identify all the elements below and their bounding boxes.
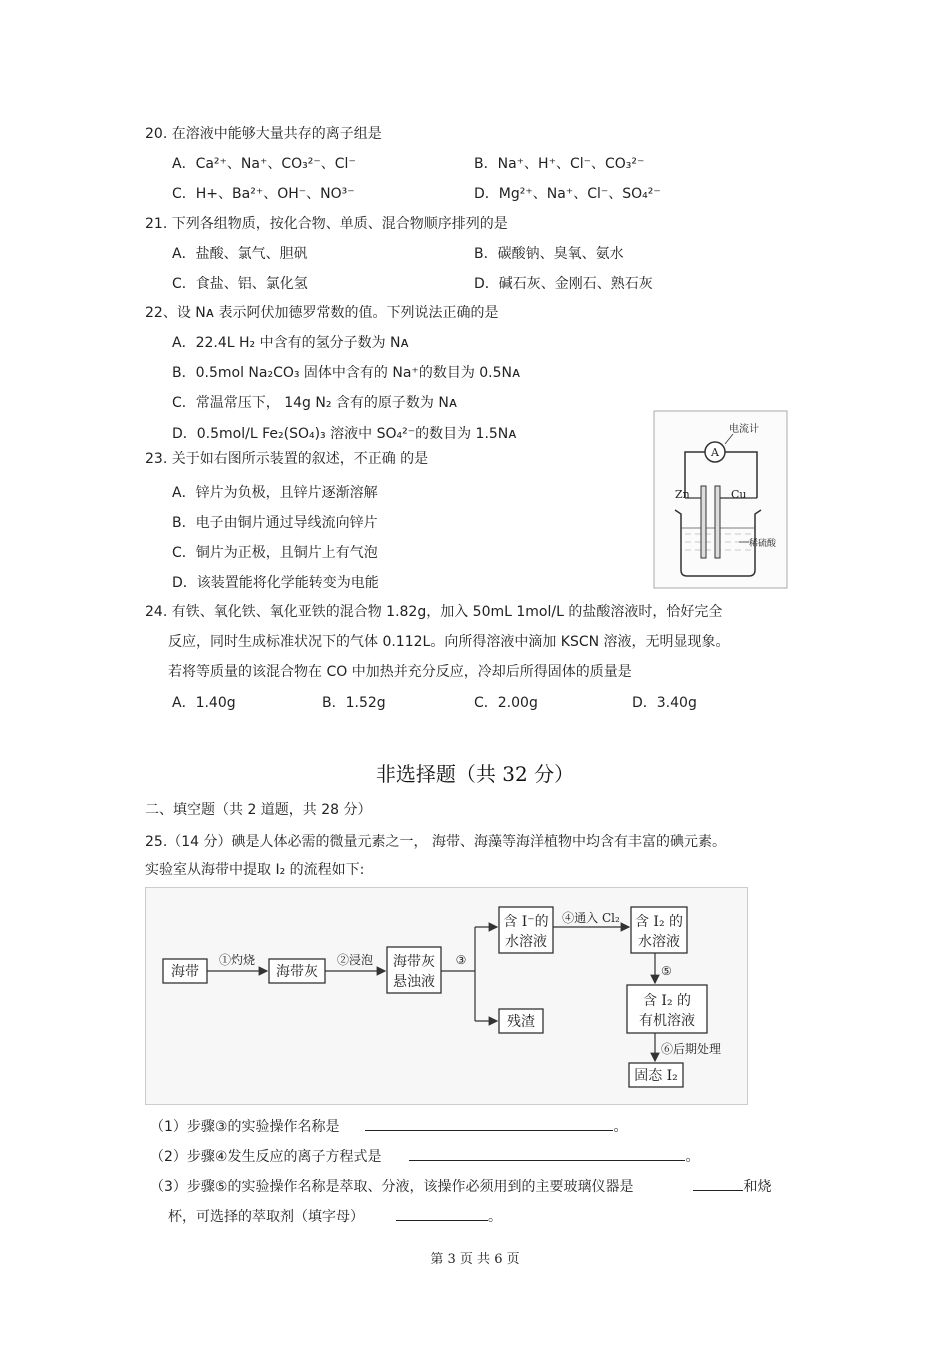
meter-label: 电流计 xyxy=(729,424,759,435)
q25-sub1-end: 。 xyxy=(613,1119,628,1135)
q22-option-c: C．常温常压下， 14g N₂ 含有的原子数为 Nᴀ xyxy=(172,395,458,411)
subsection-heading: 二、填空题（共 2 道题，共 28 分） xyxy=(145,802,372,818)
q20-option-a: A．Ca²⁺、Na⁺、CO₃²⁻、Cl⁻ xyxy=(172,156,356,172)
q21-stem: 21. 下列各组物质，按化合物、单质、混合物顺序排列的是 xyxy=(145,216,508,232)
q23-stem: 23. 关于如右图所示装置的叙述，不正确 的是 xyxy=(145,451,429,467)
flow-step5: ⑤ xyxy=(661,964,672,978)
q25-sub2-text: （2）步骤④发生反应的离子方程式是 xyxy=(150,1149,382,1165)
q20-option-b: B．Na⁺、H⁺、Cl⁻、CO₃²⁻ xyxy=(474,156,645,172)
q20-stem: 20. 在溶液中能够大量共存的离子组是 xyxy=(145,126,382,142)
q25-line1: 25.（14 分）碘是人体必需的微量元素之一， 海带、海藻等海洋植物中均含有丰富的碘元素。 xyxy=(145,834,726,850)
q25-sub1 xyxy=(150,1116,627,1137)
q25-sub3a-blank[interactable] xyxy=(693,1176,743,1191)
q25-sub3b-end: 。 xyxy=(488,1209,502,1225)
flow-step4: ④通入 Cl₂ xyxy=(562,911,620,925)
q25-sub3b xyxy=(168,1206,502,1227)
zn-label: Zn xyxy=(675,488,690,501)
q25-sub3b-blank[interactable] xyxy=(396,1206,488,1221)
flow-box-iodine-aq-l2: 水溶液 xyxy=(638,934,680,950)
q25-line2: 实验室从海带中提取 I₂ 的流程如下: xyxy=(145,862,365,878)
iodine-extraction-flowchart xyxy=(145,887,748,1105)
q24-option-d: D．3.40g xyxy=(632,695,697,711)
acid-label: 稀硫酸 xyxy=(749,539,777,549)
q25-sub3a xyxy=(150,1176,771,1197)
q22-option-d: D．0.5mol/L Fe₂(SO₄)₃ 溶液中 SO₄²⁻的数目为 1.5Nᴀ xyxy=(172,426,517,442)
cu-label: Cu xyxy=(731,488,747,501)
q24-line2: 反应，同时生成标准状况下的气体 0.112L。向所得溶液中滴加 KSCN 溶液，无明显现象。 xyxy=(168,634,730,650)
q22-option-b: B．0.5mol Na₂CO₃ 固体中含有的 Na⁺的数目为 0.5Nᴀ xyxy=(172,365,521,381)
q23-option-c: C．铜片为正极，且铜片上有气泡 xyxy=(172,545,378,561)
q21-option-d: D．碱石灰、金刚石、熟石灰 xyxy=(474,276,653,292)
flow-box-iodine-org-l2: 有机溶液 xyxy=(639,1013,695,1029)
flow-box-iodine-org-l1: 含 I₂ 的 xyxy=(642,993,692,1009)
q21-option-b: B．碳酸钠、臭氧、氨水 xyxy=(474,246,624,262)
flow-box-suspension-l1: 海带灰 xyxy=(393,954,435,970)
q21-option-c: C．食盐、铝、氯化氢 xyxy=(172,276,308,292)
q25-sub3a-text: （3）步骤⑤的实验操作名称是萃取、分液，该操作必须用到的主要玻璃仪器是 xyxy=(150,1179,634,1195)
flow-box-iodine-aq-l1: 含 I₂ 的 xyxy=(634,914,684,930)
flow-step3: ③ xyxy=(455,953,467,967)
flow-box-ash: 海带灰 xyxy=(276,964,318,980)
flow-step2: ②浸泡 xyxy=(336,953,374,967)
q25-sub1-blank[interactable] xyxy=(365,1116,613,1131)
q20-option-c: C．H+、Ba²⁺、OH⁻、NO³⁻ xyxy=(172,186,355,202)
q25-sub2-end: 。 xyxy=(685,1149,700,1165)
q24-option-a: A．1.40g xyxy=(172,695,236,711)
flow-box-residue: 残渣 xyxy=(507,1014,535,1030)
q25-sub2 xyxy=(150,1146,699,1167)
q24-option-b: B．1.52g xyxy=(322,695,386,711)
q21-option-a: A．盐酸、氯气、胆矾 xyxy=(172,246,308,262)
q22-stem: 22、设 Nᴀ 表示阿伏加德罗常数的值。下列说法正确的是 xyxy=(145,305,499,321)
q25-sub2-blank[interactable] xyxy=(409,1146,685,1161)
flow-step1: ①灼烧 xyxy=(218,953,256,967)
q25-sub3b-text: 杯，可选择的萃取剂（填字母） xyxy=(168,1209,364,1225)
q20-option-d: D．Mg²⁺、Na⁺、Cl⁻、SO₄²⁻ xyxy=(474,186,661,202)
flow-box-suspension-l2: 悬浊液 xyxy=(393,974,435,990)
flow-step6: ⑥后期处理 xyxy=(661,1042,722,1056)
flow-box-iodide-l2: 水溶液 xyxy=(505,934,547,950)
flow-box-kelp: 海带 xyxy=(171,964,199,980)
q22-option-a: A．22.4L H₂ 中含有的氢分子数为 Nᴀ xyxy=(172,335,409,351)
q23-option-b: B．电子由铜片通过导线流向锌片 xyxy=(172,515,378,531)
galvanic-cell-figure xyxy=(653,410,789,590)
meter-symbol: A xyxy=(711,446,719,459)
q23-option-d: D．该装置能将化学能转变为电能 xyxy=(172,575,379,591)
flow-box-iodide-l1: 含 I⁻的 xyxy=(503,914,549,930)
flow-box-solid-iodine: 固态 I₂ xyxy=(634,1068,678,1084)
page-footer: 第 3 页 共 6 页 xyxy=(430,1252,520,1267)
q24-line3: 若将等质量的该混合物在 CO 中加热并充分反应，冷却后所得固体的质量是 xyxy=(168,664,632,680)
q24-line1: 24. 有铁、氧化铁、氧化亚铁的混合物 1.82g，加入 50mL 1mol/L 的盐酸溶液时，恰好完全 xyxy=(145,604,723,620)
section-heading: 非选择题（共 32 分） xyxy=(375,762,575,786)
q25-sub3a-end: 和烧 xyxy=(743,1179,772,1195)
q23-option-a: A．锌片为负极，且锌片逐渐溶解 xyxy=(172,485,378,501)
q25-sub1-text: （1）步骤③的实验操作名称是 xyxy=(150,1119,340,1135)
q24-option-c: C．2.00g xyxy=(474,695,538,711)
